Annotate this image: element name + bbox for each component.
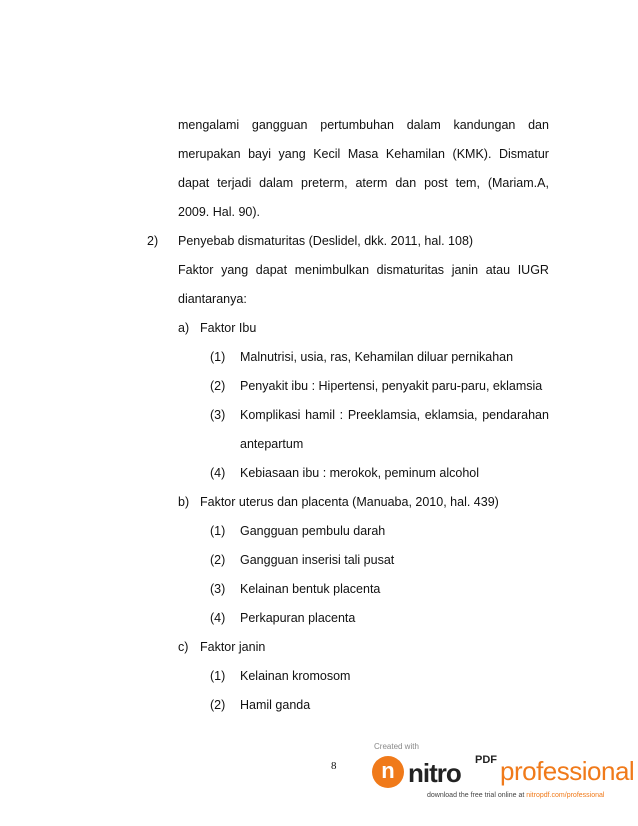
watermark-pdf: PDF: [475, 754, 497, 766]
word: Kecil: [313, 147, 341, 161]
word: menimbulkan: [294, 263, 370, 277]
word: pertumbuhan: [320, 118, 394, 132]
page-number: 8: [331, 760, 337, 772]
watermark-footer-prefix: download the free trial online at: [427, 792, 527, 799]
factor-c-label: c): [178, 640, 189, 654]
word: post: [424, 176, 448, 190]
word: Komplikasi: [240, 408, 301, 422]
factor-a-item-4-num: (4): [210, 466, 226, 480]
watermark-created-with: Created with: [374, 742, 419, 751]
factor-a-item-1-num: (1): [210, 350, 226, 364]
factor-b-item-4-num: (4): [210, 611, 226, 625]
word: Masa: [347, 147, 379, 161]
nitro-watermark[interactable]: [372, 742, 634, 804]
factor-c-title: Faktor janin: [200, 640, 266, 654]
factor-b-item-1-num: (1): [210, 524, 226, 538]
factor-a-item-1-text: Malnutrisi, usia, ras, Kehamilan diluar pernikahan: [240, 350, 514, 364]
factor-c-item-1-text: Kelainan kromosom: [240, 669, 351, 683]
word: (Mariam.A,: [487, 176, 549, 190]
paragraph-line-1: [178, 117, 549, 133]
word: dan: [395, 176, 417, 190]
factor-a-title: Faktor Ibu: [200, 321, 257, 335]
paragraph-line-4: 2009. Hal. 90).: [178, 205, 260, 219]
watermark-footer-link[interactable]: nitropdf.com/professional: [526, 792, 605, 799]
word: janin: [451, 263, 479, 277]
section-number: 2): [147, 234, 159, 248]
factor-a-label: a): [178, 321, 190, 335]
factor-b-item-2-text: Gangguan inserisi tali pusat: [240, 553, 395, 567]
watermark-brand: nitro: [408, 758, 461, 788]
word: tem,: [455, 176, 480, 190]
word: dapat: [178, 176, 210, 190]
word: dan: [528, 118, 549, 132]
factor-b-item-2-num: (2): [210, 553, 226, 567]
word: terjadi: [217, 176, 252, 190]
factor-a-item-2-text: Penyakit ibu : Hipertensi, penyakit paru-paru, eklamsia: [240, 379, 543, 393]
word: dismaturitas: [376, 263, 445, 277]
nitro-logo-icon: n: [372, 756, 404, 788]
word: IUGR: [517, 263, 549, 277]
word: dalam: [259, 176, 294, 190]
section-heading: Penyebab dismaturitas (Deslidel, dkk. 2011, hal. 108): [178, 234, 474, 248]
word: yang: [221, 263, 249, 277]
factor-b-item-1-text: Gangguan pembulu darah: [240, 524, 386, 538]
word: mengalami: [178, 118, 240, 132]
paragraph-line-3: [178, 175, 549, 191]
watermark-professional: professional: [500, 756, 635, 786]
factor-c-item-1-num: (1): [210, 669, 226, 683]
word: merupakan: [178, 147, 241, 161]
watermark-footer: [427, 792, 604, 799]
factor-a-item-3-text: [240, 407, 549, 423]
factor-b-item-3-text: Kelainan bentuk placenta: [240, 582, 381, 596]
word: hamil: [305, 408, 335, 422]
word: :: [339, 408, 344, 422]
word: dapat: [255, 263, 288, 277]
factor-c-item-2-num: (2): [210, 698, 226, 712]
word: pendarahan: [482, 408, 549, 422]
word: Dismatur: [498, 147, 549, 161]
word: Preeklamsia,: [347, 408, 421, 422]
word: eklamsia,: [424, 408, 478, 422]
word: dalam: [406, 118, 441, 132]
factor-b-label: b): [178, 495, 190, 509]
word: Faktor: [178, 263, 214, 277]
factor-b-item-3-num: (3): [210, 582, 226, 596]
word: yang: [278, 147, 306, 161]
factor-c-item-2-text: Hamil ganda: [240, 698, 311, 712]
intro-line-1: [178, 262, 549, 278]
factor-a-item-3-continuation: antepartum: [240, 437, 304, 451]
word: atau: [485, 263, 511, 277]
factor-b-item-4-text: Perkapuran placenta: [240, 611, 356, 625]
word: (KMK).: [452, 147, 492, 161]
intro-line-2: diantaranya:: [178, 292, 247, 306]
word: gangguan: [251, 118, 308, 132]
word: bayi: [248, 147, 272, 161]
factor-a-item-2-num: (2): [210, 379, 226, 393]
paragraph-line-2: [178, 146, 549, 162]
word: aterm: [355, 176, 388, 190]
factor-a-item-3-num: (3): [210, 408, 226, 422]
word: kandungan: [453, 118, 516, 132]
word: preterm,: [301, 176, 348, 190]
factor-a-item-4-text: Kebiasaan ibu : merokok, peminum alcohol: [240, 466, 480, 480]
factor-b-title: Faktor uterus dan placenta (Manuaba, 2010, hal. 439): [200, 495, 499, 509]
word: Kehamilan: [385, 147, 445, 161]
